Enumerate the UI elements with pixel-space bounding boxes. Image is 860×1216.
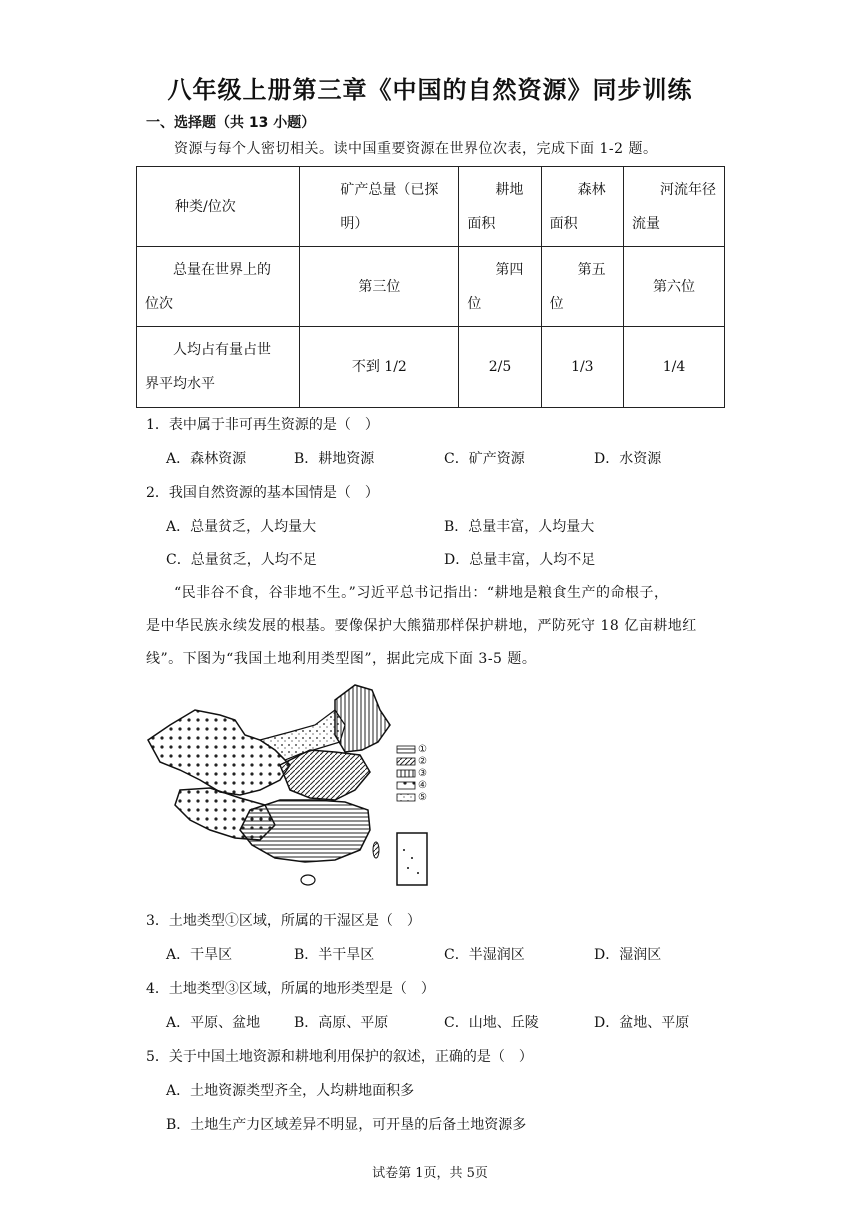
table-cell: 种类/位次 bbox=[137, 167, 300, 247]
table-cell: 人均占有量占世界平均水平 bbox=[137, 327, 300, 408]
q4-option-a: A．平原、盆地 bbox=[166, 1015, 261, 1031]
region-south bbox=[240, 800, 370, 862]
q2-option-d: D．总量丰富，人均不足 bbox=[444, 552, 596, 568]
legend-label-4: ④ bbox=[418, 780, 427, 791]
legend-label-3: ③ bbox=[418, 768, 427, 779]
legend-label-2: ② bbox=[418, 756, 427, 767]
table-cell: 第四位 bbox=[459, 247, 541, 327]
table-cell: 河流年径流量 bbox=[624, 167, 725, 247]
q2-option-c: C．总量贫乏，人均不足 bbox=[166, 552, 317, 568]
table-cell: 2/5 bbox=[459, 327, 541, 408]
table-row bbox=[137, 167, 725, 247]
legend-label-5: ⑤ bbox=[418, 792, 427, 803]
table-cell: 第六位 bbox=[624, 247, 725, 327]
question-3-stem: 3．土地类型①区域，所属的干湿区是（ ） bbox=[146, 913, 421, 929]
q2-option-a: A．总量贫乏，人均量大 bbox=[166, 519, 317, 535]
region-northeast bbox=[335, 685, 390, 752]
q4-option-c: C．山地、丘陵 bbox=[444, 1015, 539, 1031]
q2-option-b: B．总量丰富，人均量大 bbox=[444, 519, 595, 535]
region-north bbox=[280, 750, 370, 800]
intro-paragraph-2-line-3: 线”。下图为“我国土地利用类型图”，据此完成下面 3-5 题。 bbox=[146, 651, 537, 667]
table-row bbox=[137, 247, 725, 327]
q5-option-a: A．土地资源类型齐全，人均耕地面积多 bbox=[166, 1083, 415, 1099]
intro-paragraph-2-line-1: “民非谷不食，谷非地不生。”习近平总书记指出：“耕地是粮食生产的命根子， bbox=[174, 585, 669, 601]
intro-paragraph-1: 资源与每个人密切相关。读中国重要资源在世界位次表，完成下面 1-2 题。 bbox=[174, 141, 658, 157]
page-footer: 试卷第 1页，共 5页 bbox=[372, 1166, 488, 1181]
q1-option-a: A．森林资源 bbox=[166, 451, 247, 467]
table-cell: 1/4 bbox=[624, 327, 725, 408]
map-legend bbox=[397, 746, 415, 801]
q5-option-b: B．土地生产力区域差异不明显，可开垦的后备土地资源多 bbox=[166, 1117, 527, 1133]
china-land-use-map bbox=[140, 680, 440, 895]
q3-option-b: B．半干旱区 bbox=[294, 947, 375, 963]
section-heading: 一、选择题（共 13 小题） bbox=[146, 115, 316, 131]
table-cell: 不到 1/2 bbox=[300, 327, 459, 408]
q4-option-b: B．高原、平原 bbox=[294, 1015, 389, 1031]
question-1-stem: 1．表中属于非可再生资源的是（ ） bbox=[146, 417, 379, 433]
region-northwest bbox=[148, 710, 290, 795]
table-cell: 耕地面积 bbox=[459, 167, 541, 247]
q1-option-d: D．水资源 bbox=[594, 451, 662, 467]
legend-label-1: ① bbox=[418, 744, 427, 755]
q3-option-c: C．半湿润区 bbox=[444, 947, 525, 963]
hainan-island bbox=[301, 875, 315, 885]
q3-option-a: A．干旱区 bbox=[166, 947, 233, 963]
q1-option-b: B．耕地资源 bbox=[294, 451, 375, 467]
question-5-stem: 5．关于中国土地资源和耕地利用保护的叙述，正确的是（ ） bbox=[146, 1049, 533, 1065]
taiwan-island bbox=[373, 842, 379, 858]
q4-option-d: D．盆地、平原 bbox=[594, 1015, 690, 1031]
resource-rank-table bbox=[136, 166, 725, 408]
table-cell: 第五位 bbox=[541, 247, 623, 327]
table-cell: 矿产总量（已探明） bbox=[300, 167, 459, 247]
question-4-stem: 4．土地类型③区域，所属的地形类型是（ ） bbox=[146, 981, 435, 997]
table-cell: 森林面积 bbox=[541, 167, 623, 247]
question-2-stem: 2．我国自然资源的基本国情是（ ） bbox=[146, 485, 379, 501]
table-cell: 总量在世界上的位次 bbox=[137, 247, 300, 327]
q1-option-c: C．矿产资源 bbox=[444, 451, 525, 467]
table-cell: 第三位 bbox=[300, 247, 459, 327]
table-cell: 1/3 bbox=[541, 327, 623, 408]
table-row bbox=[137, 327, 725, 408]
page-title: 八年级上册第三章《中国的自然资源》同步训练 bbox=[167, 76, 693, 104]
intro-paragraph-2-line-2: 是中华民族永续发展的根基。要像保护大熊猫那样保护耕地，严防死守 18 亿亩耕地红 bbox=[146, 618, 697, 634]
q3-option-d: D．湿润区 bbox=[594, 947, 662, 963]
